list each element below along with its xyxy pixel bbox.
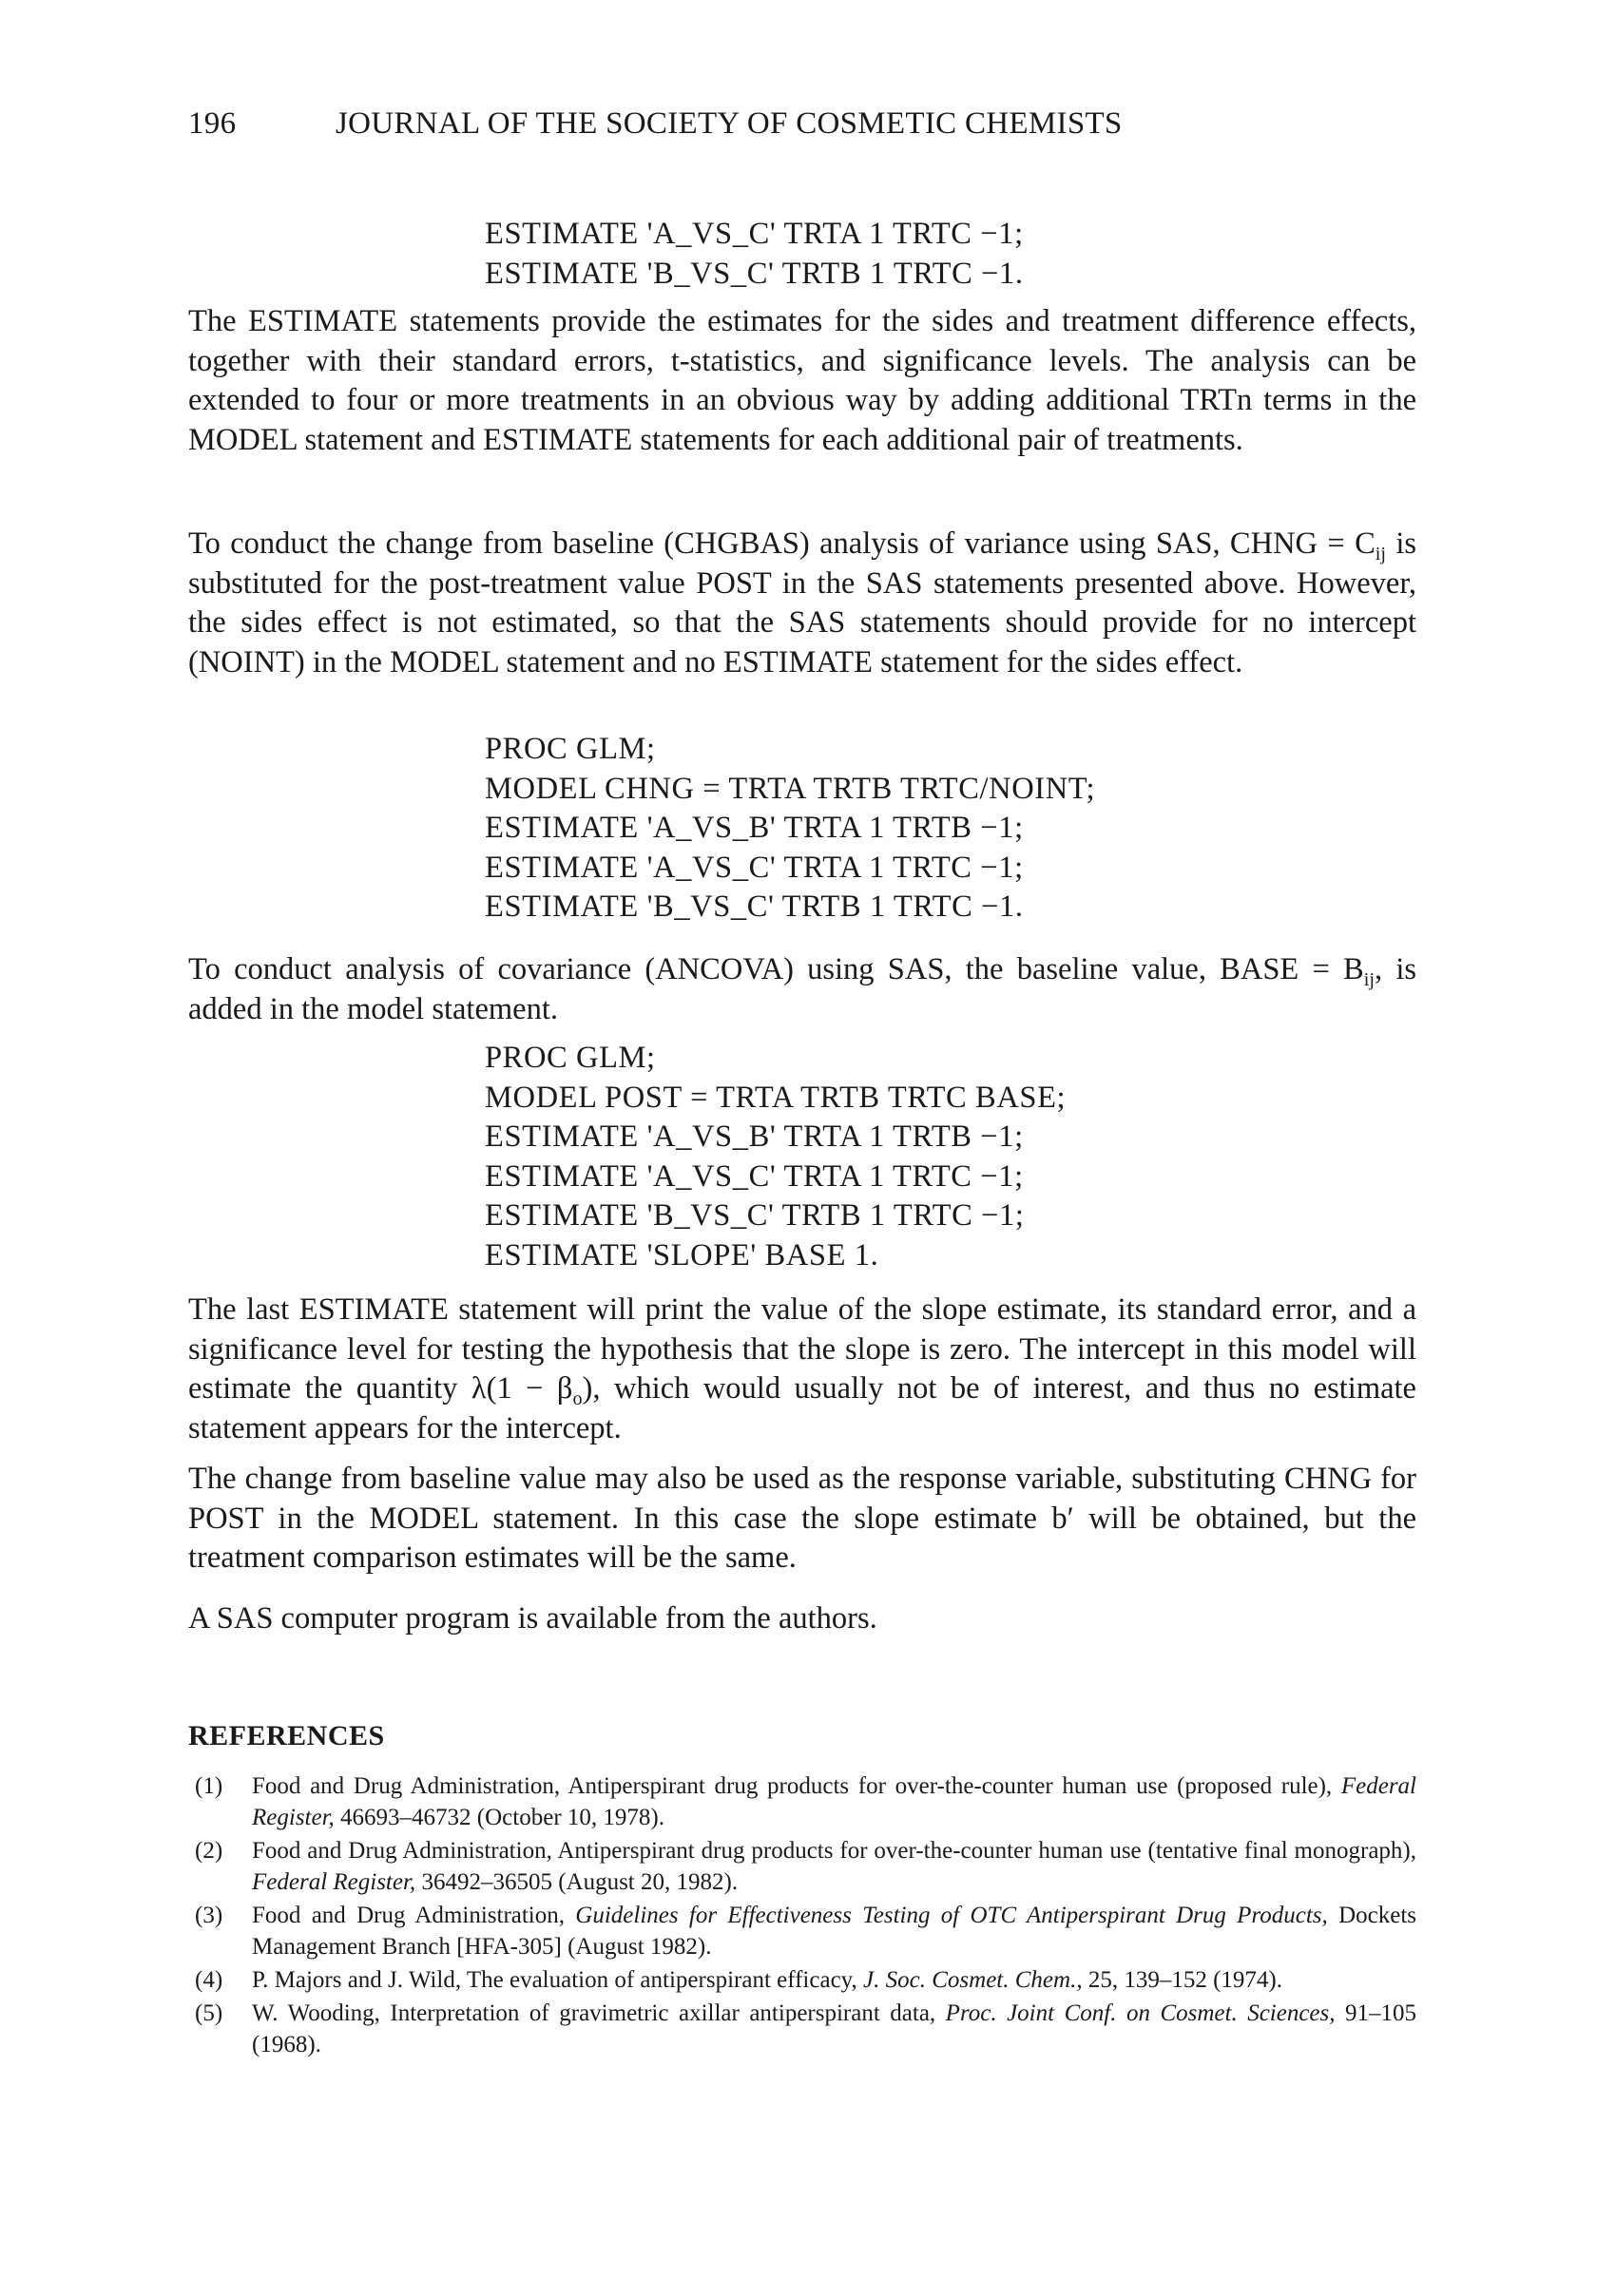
code-line: MODEL CHNG = TRTA TRTB TRTC/NOINT; [485,771,1096,806]
journal-title: JOURNAL OF THE SOCIETY OF COSMETIC CHEMISTS [336,106,1123,141]
paragraph-response-variable: The change from baseline value may also be used as the response variable, substituting CHNG for POST in the MODEL statement. In this case the slope estimate b′ will be obtained, but the treatment comparison estimates will be the same. [188,1462,1416,1575]
code-block-chng-model [485,730,1095,928]
code-line: ESTIMATE 'A_VS_C' TRTA 1 TRTC −1; [485,1158,1024,1194]
code-line: ESTIMATE 'B_VS_C' TRTB 1 TRTC −1. [485,890,1024,924]
running-header [188,106,1424,142]
paragraph-sas-program: A SAS computer program is available from the authors. [188,1601,877,1636]
reference-item: (2) Food and Drug Administration, Antiperspirant drug products for over-the-counter human use (tentative final monograph), Federal Register, 36492–36505 (August 20, 1982). [195,1838,1416,1895]
code-block-ancova-model [485,1039,1066,1275]
code-line: ESTIMATE 'A_VS_B' TRTA 1 TRTB −1; [485,1119,1024,1154]
code-line: ESTIMATE 'A_VS_C' TRTA 1 TRTC −1; [485,850,1024,885]
paragraph-ancova: To conduct analysis of covariance (ANCOVA) using SAS, the baseline value, BASE = $B_{ij}$, is added in the model statement. [188,952,1416,1026]
code-line: MODEL POST = TRTA TRTB TRTC BASE; [485,1080,1067,1115]
code-line: ESTIMATE 'A_VS_B' TRTA 1 TRTB −1; [485,811,1024,845]
code-line: PROC GLM; [485,732,656,766]
paragraph-change-from-baseline: To conduct the change from baseline (CHGBAS) analysis of variance using SAS, CHNG = $C_{ij}$ is substituted for the post-treatment value POST in the SAS statements presented above. However, the sides effect is not estimated, so that the SAS statements should provide for no intercept (NOINT) in the MODEL statement and no ESTIMATE statement for the sides effect. [188,526,1416,679]
code-line: ESTIMATE 'B_VS_C' TRTB 1 TRTC −1; [485,1198,1025,1233]
reference-item: (5) W. Wooding, Interpretation of gravimetric axillar antiperspirant data, Proc. Joint Conf. on Cosmet. Sciences, 91–105 (1968). [195,2000,1416,2057]
code-line: ESTIMATE 'A_VS_C' TRTA 1 TRTC −1; [485,217,1024,251]
references-list [195,1770,1416,2062]
reference-item: (3) Food and Drug Administration, Guidelines for Effectiveness Testing of OTC Antiperspirant Drug Products, Dockets Management Branch [HFA-305] (August 1982). [195,1903,1416,1960]
reference-item: (4) P. Majors and J. Wild, The evaluation of antiperspirant efficacy, J. Soc. Cosmet. Chem., 25, 139–152 (1974). [195,1967,1282,1993]
paragraph-slope-estimate: The last ESTIMATE statement will print the value of the slope estimate, its standard error, and a significance level for testing the hypothesis that the slope is zero. The intercept in this model will estimate the quantity $\lambda(1 - \beta_o)$, which would usually not be of interest, and thus no estimate statement appears for the intercept. [188,1292,1416,1445]
code-block-estimates-1 [485,215,1024,294]
code-line: ESTIMATE 'SLOPE' BASE 1. [485,1237,879,1272]
code-line: ESTIMATE 'B_VS_C' TRTB 1 TRTC −1. [485,256,1024,291]
references-heading: REFERENCES [188,1720,385,1751]
reference-item: (1) Food and Drug Administration, Antiperspirant drug products for over-the-counter human use (proposed rule), Federal Register, 46693–46732 (October 10, 1978). [195,1773,1416,1830]
paragraph-estimate-statements: The ESTIMATE statements provide the estimates for the sides and treatment difference effects, together with their standard errors, t-statistics, and significance levels. The analysis can be extended to four or more treatments in an obvious way by adding additional TRTn terms in the MODEL statement and ESTIMATE statements for each additional pair of treatments. [188,304,1416,457]
code-line: PROC GLM; [485,1041,656,1075]
page-number: 196 [188,106,237,141]
